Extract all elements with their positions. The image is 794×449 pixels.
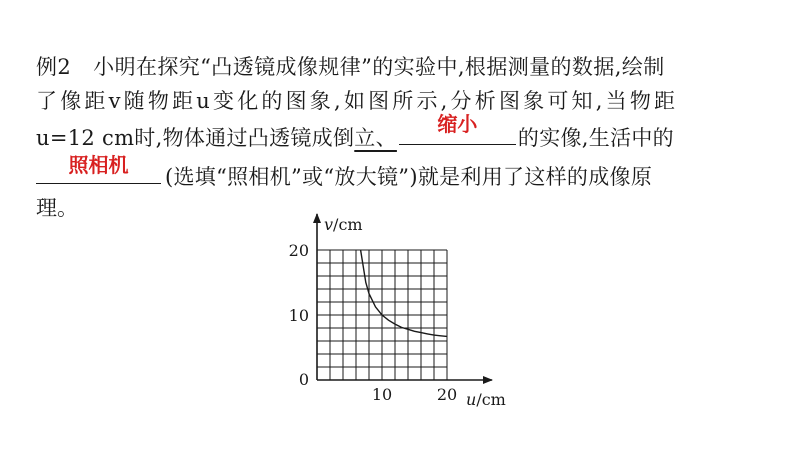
x-axis-label: [466, 390, 506, 409]
y-tick-label: 0: [298, 370, 309, 389]
question-text-1: 小明在探究“凸透镜成像规律”的实验中,根据测量的数据,绘制: [93, 55, 665, 79]
question-text-2: 了像距v随物距u变化的图象,如图所示,分析图象可知,当物距: [36, 89, 679, 113]
question-text-3b: 立、: [354, 126, 397, 150]
question-label: 例2: [36, 55, 72, 79]
y-axis-unit: /cm: [333, 215, 363, 234]
x-axis-var: u: [466, 390, 477, 409]
question-text-4: (选填“照相机”或“放大镜”)就是利用了这样的成像原: [165, 165, 653, 189]
x-tick-label: 10: [371, 385, 393, 404]
question-text-5: 理。: [36, 196, 78, 220]
answer-1: 缩小: [437, 112, 478, 136]
question-text-3a: u=12 cm时,物体通过凸透镜成倒: [36, 126, 355, 150]
y-axis-var: v: [324, 215, 334, 234]
x-axis-unit: /cm: [476, 390, 506, 409]
y-tick-label: 10: [288, 306, 309, 325]
y-axis-label: [324, 215, 363, 234]
y-tick-label: 20: [288, 241, 309, 260]
x-tick-label: 20: [436, 385, 458, 404]
question-text-3c: 的实像,生活中的: [517, 126, 674, 150]
answer-2: 照相机: [68, 153, 129, 177]
